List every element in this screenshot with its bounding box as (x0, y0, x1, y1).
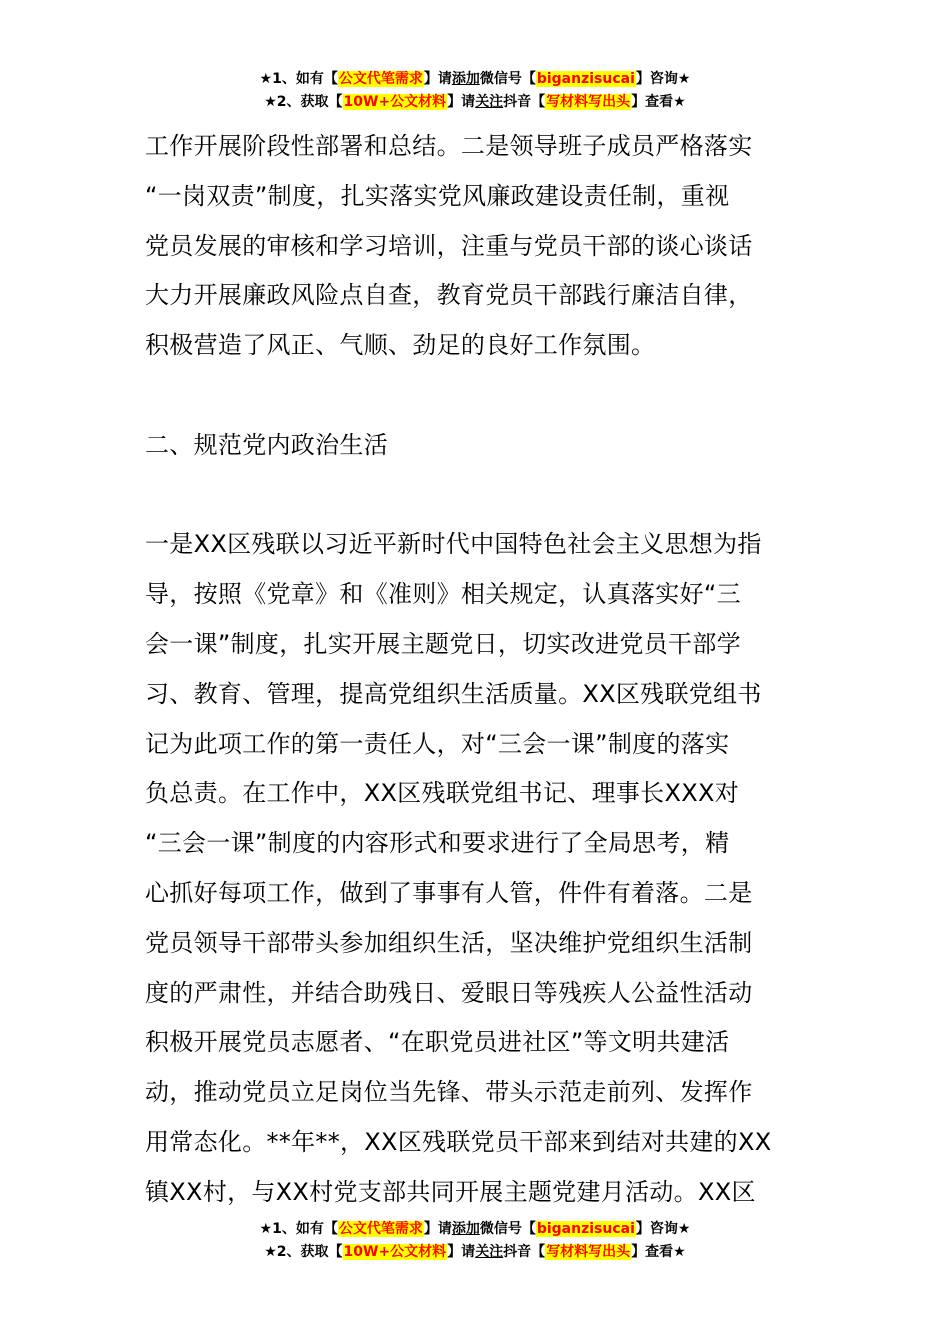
body-line: 度的严肃性，并结合助残日、爱眼日等残疾人公益性活动 (145, 978, 753, 1007)
banner-text: 微信号【 (479, 1221, 536, 1237)
body-line: 会一课”制度，扎实开展主题党日，切实改进党员干部学 (145, 629, 741, 658)
body-line: 记为此项工作的第一责任人，对“三会一课”制度的落实 (145, 729, 730, 758)
banner-text: 】请 (423, 1221, 452, 1237)
body-line: 负总责。在工作中，XX区残联党组书记、理事长XXX对 (145, 779, 740, 808)
banner-highlight: 10W+公文材料 (343, 1244, 447, 1260)
banner-text: ★1、如有【 (259, 71, 338, 87)
banner-highlight: 10W+公文材料 (343, 94, 447, 110)
body-line: 积极开展党员志愿者、“在职党员进社区”等文明共建活 (145, 1028, 730, 1057)
banner-highlight: 公文代笔需求 (338, 71, 423, 87)
bottom-banner (0, 1218, 950, 1264)
banner-text: 】查看★ (631, 1244, 686, 1260)
banner-text: 】查看★ (631, 94, 686, 110)
banner-text: ★1、如有【 (259, 1221, 338, 1237)
banner-line-2 (0, 91, 950, 114)
banner-line-2 (0, 1241, 950, 1264)
body-line: 用常态化。**年**，XX区残联党员干部来到结对共建的XX (145, 1127, 772, 1156)
body-line: “三会一课”制度的内容形式和要求进行了全局思考，精 (145, 829, 730, 858)
banner-underline: 关注 (475, 1244, 504, 1260)
body-line: “一岗双责”制度，扎实落实党风廉政建设责任制，重视 (145, 181, 730, 210)
banner-text: 】咨询★ (635, 1221, 691, 1237)
banner-text: 抖音【 (503, 94, 546, 110)
body-line: 镇XX村，与XX村党支部共同开展主题党建月活动。XX区 (145, 1177, 756, 1206)
body-line: 一是XX区残联以习近平新时代中国特色社会主义思想为指 (145, 530, 762, 559)
banner-underline: 添加 (451, 71, 480, 87)
banner-highlight: biganzisucai (536, 1221, 635, 1237)
banner-line-1 (0, 68, 950, 91)
top-banner (0, 68, 950, 114)
banner-underline: 添加 (451, 1221, 480, 1237)
body-line: 工作开展阶段性部署和总结。二是领导班子成员严格落实 (145, 132, 753, 160)
banner-highlight: 公文代笔需求 (338, 1221, 423, 1237)
banner-text: 微信号【 (479, 71, 536, 87)
paragraph-gap (145, 371, 810, 421)
banner-underline: 关注 (475, 94, 504, 110)
body-line: 大力开展廉政风险点自查，教育党员干部践行廉洁自律， (145, 281, 753, 310)
body-line: 习、教育、管理，提高党组织生活质量。XX区残联党组书 (145, 679, 762, 708)
banner-highlight: biganzisucai (536, 71, 635, 87)
banner-text: ★2、获取【 (264, 94, 343, 110)
body-line: 心抓好每项工作，做到了事事有人管，件件有着落。二是 (145, 878, 753, 907)
paragraph-gap (145, 471, 810, 521)
banner-text: 】请 (447, 94, 476, 110)
banner-text: 】请 (423, 71, 452, 87)
banner-line-1 (0, 1218, 950, 1241)
banner-text: 抖音【 (503, 1244, 546, 1260)
body-line: 党员发展的审核和学习培训，注重与党员干部的谈心谈话 (145, 231, 753, 260)
banner-highlight: 写材料写出头 (546, 94, 631, 110)
section-heading: 二、规范党内政治生活 (145, 430, 388, 459)
body-line: 导，按照《党章》和《准则》相关规定，认真落实好“三 (145, 580, 741, 609)
body-line: 积极营造了风正、气顺、劲足的良好工作氛围。 (145, 331, 656, 360)
banner-text: 】咨询★ (635, 71, 691, 87)
banner-highlight: 写材料写出头 (546, 1244, 631, 1260)
banner-text: 】请 (447, 1244, 476, 1260)
body-line: 党员领导干部带头参加组织生活，坚决维护党组织生活制 (145, 928, 753, 957)
banner-text: ★2、获取【 (264, 1244, 343, 1260)
body-line: 动，推动党员立足岗位当先锋、带头示范走前列、发挥作 (145, 1078, 753, 1107)
document-body (145, 122, 810, 1218)
